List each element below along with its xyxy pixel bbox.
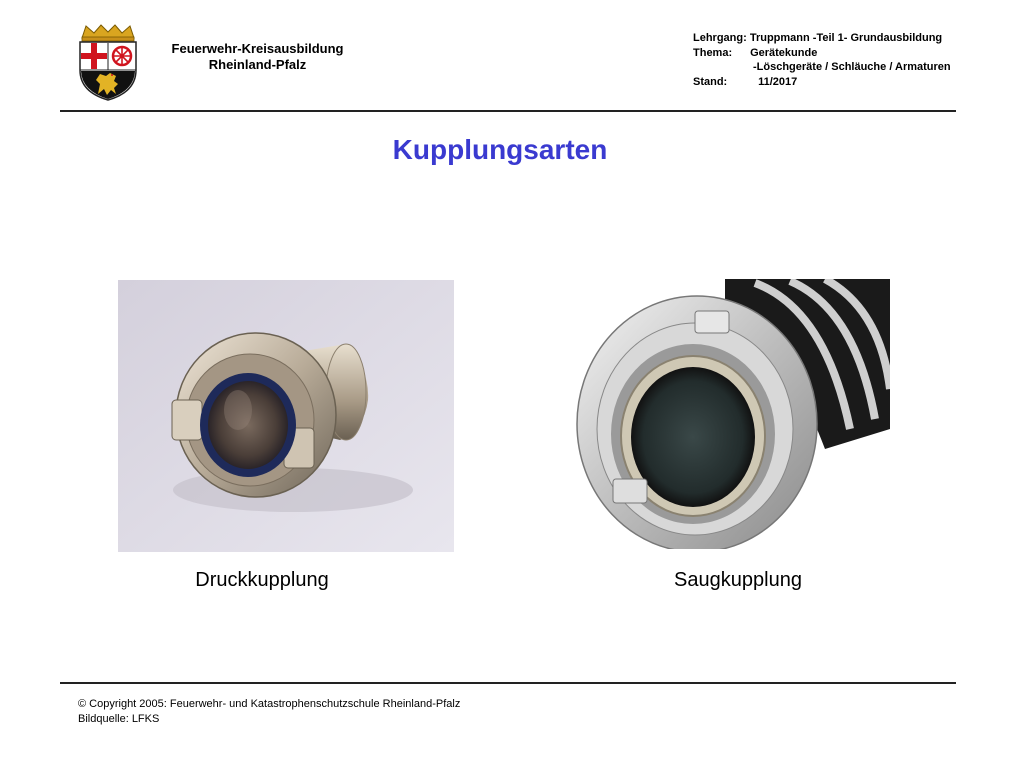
topic-sub: -Löschgeräte / Schläuche / Armaturen: [753, 61, 951, 73]
status-value: 11/2017: [758, 75, 798, 88]
druckkupplung-photo: [118, 280, 454, 552]
org-line-2: Rheinland-Pfalz: [208, 57, 307, 72]
rlp-coat-of-arms-icon: [76, 24, 140, 102]
topic-label: Thema:: [693, 46, 733, 59]
saugkupplung-photo: [575, 279, 890, 549]
meta-status-row: [693, 75, 951, 90]
course-label: Lehrgang:: [693, 32, 747, 44]
page-title: Kupplungsarten: [392, 134, 608, 165]
topic-value: Gerätekunde: [750, 46, 818, 59]
header-divider: [60, 110, 956, 112]
meta-course-row: [693, 31, 951, 46]
saugkupplung-caption: Saugkupplung: [674, 569, 802, 591]
organization-name: [150, 41, 365, 73]
druckkupplung-caption: Druckkupplung: [195, 569, 329, 591]
footer: [78, 697, 460, 726]
course-value: Truppmann -Teil 1- Grundausbildung: [749, 32, 943, 44]
image-source-text: Bildquelle: LFKS: [78, 712, 160, 725]
org-line-1: Feuerwehr-Kreisausbildung: [171, 41, 344, 56]
copyright-text: © Copyright 2005: Feuerwehr- und Katastrophenschutzschule Rheinland-Pfalz: [78, 698, 461, 710]
meta-topic-row: [693, 46, 951, 61]
status-label: Stand:: [693, 75, 728, 88]
footer-divider: [60, 682, 956, 684]
document-meta: [693, 31, 951, 89]
